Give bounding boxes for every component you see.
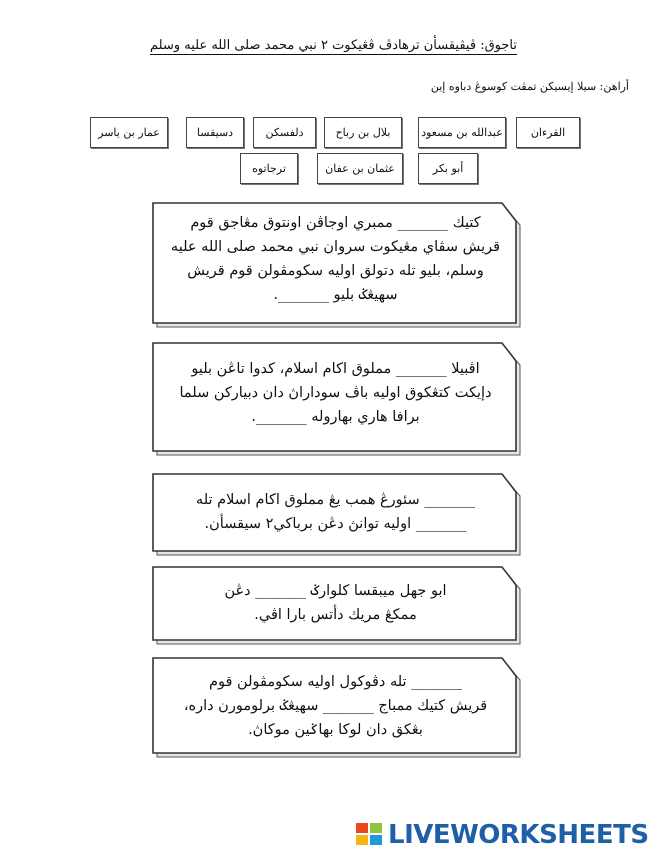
question-text	[169, 357, 502, 429]
question-line: _______ اوليه توانڽ دڠن برباکي٢ سيقسأن.	[204, 516, 467, 532]
liveworksheets-logo-icon	[356, 823, 384, 847]
question-line: ممکڠ مريك دأتس بارا اڤي.	[254, 607, 417, 623]
question-line: قريش سڤاي مڠيکوت سروان نبي محمد صلى الله عليه	[170, 239, 501, 255]
question-line: بڠکق دان لوکا بهاݢين موکاڽ.	[248, 722, 423, 738]
word-bank-item[interactable]: دسيقسا	[186, 117, 244, 148]
question-text	[169, 670, 502, 742]
worksheet-title-text: تاجوق: ڤيڤيقسأن ترهادڤ ڤڠيكوت ٢ نبي محمد صلى الله عليه وسلم	[149, 38, 517, 53]
question-line: قريش کتيك ممباج _______ سهيڠݢ برلومورن داره،	[183, 698, 488, 714]
question-text	[169, 211, 502, 307]
question-line: _______ سئورڠ همب يڠ مملوق اکام اسلام تله	[195, 492, 476, 508]
brand-name: LIVEWORKSHEETS	[388, 820, 649, 850]
word-bank-item[interactable]: دلفسکن	[253, 117, 316, 148]
word-bank-item[interactable]: عمار بن ياسر	[90, 117, 168, 148]
question-card-4	[153, 567, 520, 644]
question-line: برافا هاري بهاروله _______.	[251, 409, 420, 425]
question-line: _______ تله دڤوکول اوليه سکومڤولن قوم	[209, 674, 462, 690]
word-bank-item[interactable]: أبو بکر	[418, 153, 478, 184]
liveworksheets-logo	[356, 820, 649, 850]
question-line: دإيکت کتڠکوق اوليه باڤ سوداراڽ دان دبيارکن سلما	[179, 385, 492, 401]
question-card-2	[153, 343, 520, 455]
question-line: کتيك _______ ممبري اوجاڤن اونتوق مڠاجق قوم	[190, 215, 481, 231]
worksheet-title	[0, 38, 667, 53]
word-bank-item[interactable]: ترجاتوه	[240, 153, 298, 184]
word-bank-item[interactable]: القرءان	[516, 117, 580, 148]
question-line: اڤبيلا _______ مملوق اکام اسلام، کدوا تاڠن بليو	[191, 361, 480, 377]
question-line: وسلم، بليو تله دتولق اوليه سکومڤولن قوم قريش	[187, 263, 484, 279]
question-line: سهيڠݢ بليو _______.	[273, 287, 398, 303]
question-text	[169, 579, 502, 627]
instruction-text: أراهن: سيلا إيسيکن تمڤت کوسوڠ دباوه إين	[430, 80, 629, 93]
question-line: ابو جهل ميبقسا کلوارݢ _______ دڠن	[224, 583, 447, 599]
question-card-3	[153, 474, 520, 555]
word-bank-item[interactable]: عبدالله بن مسعود	[418, 117, 506, 148]
word-bank-item[interactable]: عثمان بن عفان	[317, 153, 403, 184]
word-bank-item[interactable]: بلال بن رباح	[324, 117, 402, 148]
question-card-1	[153, 203, 520, 327]
question-card-5	[153, 658, 520, 757]
question-text	[169, 488, 502, 536]
